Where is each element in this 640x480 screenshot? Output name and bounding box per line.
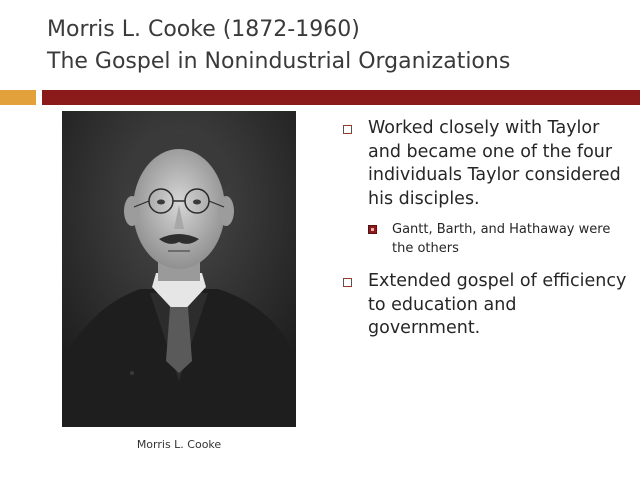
slide-title xyxy=(47,14,510,78)
portrait-illustration xyxy=(62,111,296,427)
portrait-photo xyxy=(62,111,296,427)
filled-square-bullet-icon xyxy=(368,225,377,234)
slide-title-line-2: The Gospel in Nonindustrial Organizations xyxy=(47,49,511,74)
sub-bullet-text: Gantt, Barth, and Hathaway were the others xyxy=(392,222,611,256)
photo-caption: Morris L. Cooke xyxy=(136,438,222,451)
bullet-text: Worked closely with Taylor and became one of the four individuals Taylor considered his disciples. xyxy=(368,118,621,209)
accent-bar-gold xyxy=(0,90,36,105)
bullet-item xyxy=(341,117,631,211)
bullet-list xyxy=(341,117,631,341)
hollow-square-bullet-icon xyxy=(343,278,352,287)
slide-title-line-1: Morris L. Cooke (1872-1960) xyxy=(47,17,360,42)
bullet-text: Extended gospel of efficiency to education and government. xyxy=(368,271,627,338)
accent-bar-red xyxy=(42,90,640,105)
hollow-square-bullet-icon xyxy=(343,125,352,134)
bullet-item xyxy=(341,270,631,341)
sub-bullet-item xyxy=(341,220,631,258)
